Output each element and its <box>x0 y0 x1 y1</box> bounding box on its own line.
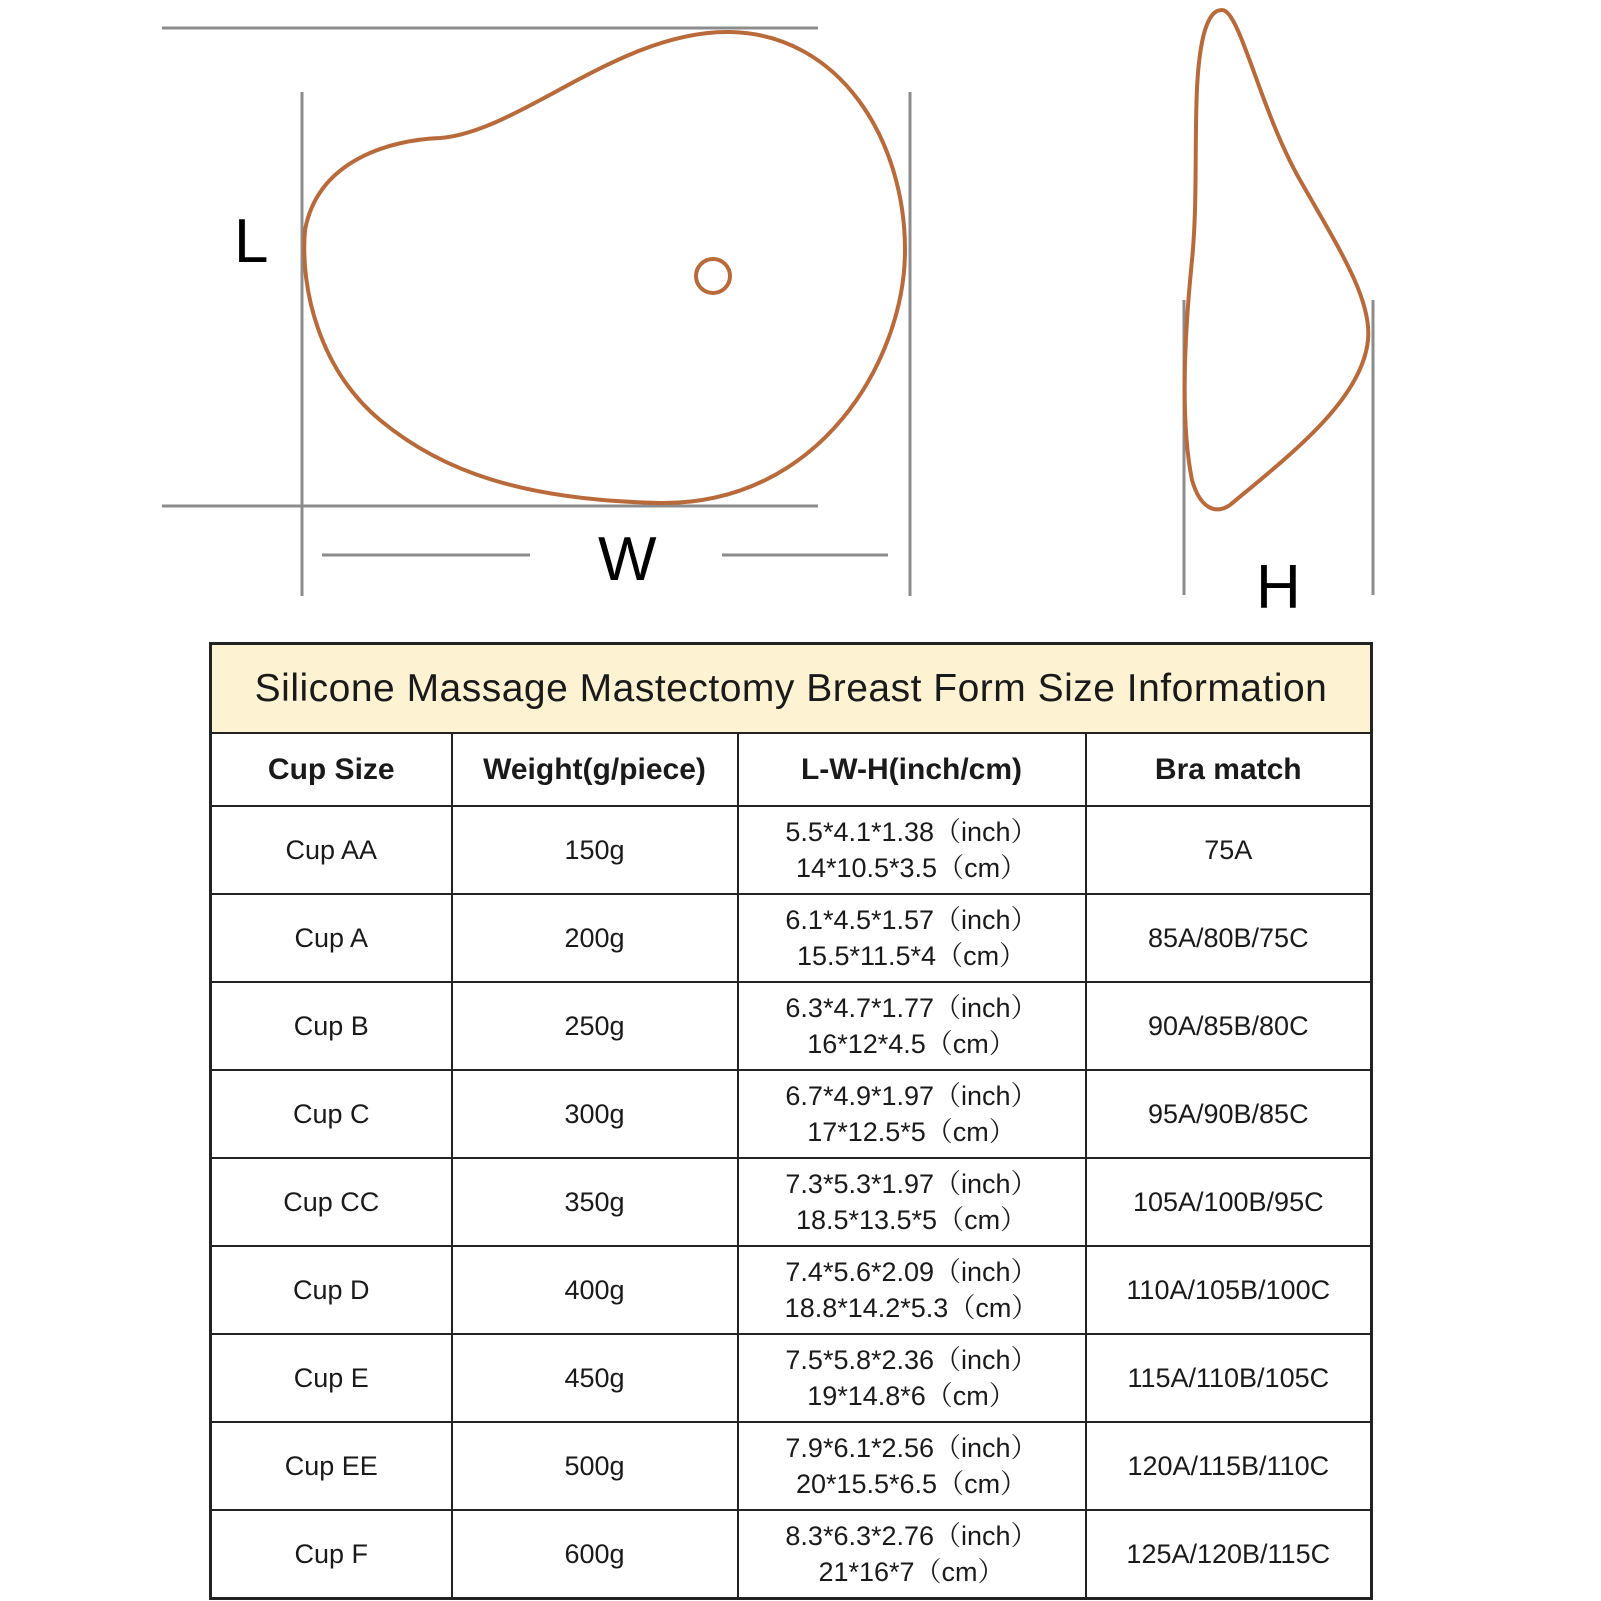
dimensions-cell <box>738 1070 1086 1158</box>
bra-match-cell: 85A/80B/75C <box>1086 894 1372 982</box>
dimensions-cell <box>738 982 1086 1070</box>
table-row <box>211 1334 1372 1422</box>
bra-match-cell: 90A/85B/80C <box>1086 982 1372 1070</box>
cup-size-cell: Cup B <box>211 982 452 1070</box>
dimensions-cell <box>738 1246 1086 1334</box>
front-view-outline <box>304 32 905 503</box>
breast-form-dimension-diagram <box>0 0 1601 625</box>
cup-size-cell: Cup AA <box>211 806 452 894</box>
dimensions-inch: 6.7*4.9*1.97（inch） <box>785 1081 1038 1111</box>
dimensions-cell <box>738 1334 1086 1422</box>
dimensions-inch: 7.5*5.8*2.36（inch） <box>785 1345 1038 1375</box>
dimensions-inch: 5.5*4.1*1.38（inch） <box>785 817 1038 847</box>
weight-cell: 150g <box>452 806 738 894</box>
dimensions-inch: 7.4*5.6*2.09（inch） <box>785 1257 1038 1287</box>
width-label: W <box>598 525 657 594</box>
length-label: L <box>234 207 269 276</box>
table-row <box>211 1158 1372 1246</box>
bra-match-cell: 105A/100B/95C <box>1086 1158 1372 1246</box>
dimensions-cm: 17*12.5*5（cm） <box>807 1117 1016 1147</box>
dimensions-cm: 18.8*14.2*5.3（cm） <box>784 1293 1039 1323</box>
dimensions-cell <box>738 1510 1086 1599</box>
dimensions-cm: 14*10.5*3.5（cm） <box>795 853 1028 883</box>
bra-match-cell: 75A <box>1086 806 1372 894</box>
header-bra-match: Bra match <box>1086 733 1372 806</box>
weight-cell: 500g <box>452 1422 738 1510</box>
dimensions-cm: 15.5*11.5*4（cm） <box>796 941 1027 971</box>
header-cup-size: Cup Size <box>211 733 452 806</box>
cup-size-cell: Cup D <box>211 1246 452 1334</box>
table-row <box>211 1422 1372 1510</box>
dimensions-inch: 7.3*5.3*1.97（inch） <box>785 1169 1038 1199</box>
dimensions-inch: 8.3*6.3*2.76（inch） <box>785 1521 1038 1551</box>
header-dimensions: L-W-H(inch/cm) <box>738 733 1086 806</box>
side-view-guides <box>1184 300 1373 595</box>
table-row <box>211 982 1372 1070</box>
table-body <box>211 806 1372 1599</box>
dimensions-cm: 21*16*7（cm） <box>818 1557 1005 1587</box>
table-header-row <box>211 733 1372 806</box>
table-row <box>211 806 1372 894</box>
cup-size-cell: Cup F <box>211 1510 452 1599</box>
dimensions-cell <box>738 894 1086 982</box>
weight-cell: 350g <box>452 1158 738 1246</box>
table-row <box>211 1246 1372 1334</box>
dimensions-inch: 7.9*6.1*2.56（inch） <box>785 1433 1038 1463</box>
table-title-row <box>211 644 1372 734</box>
header-weight: Weight(g/piece) <box>452 733 738 806</box>
weight-cell: 450g <box>452 1334 738 1422</box>
size-information-table <box>209 642 1373 1600</box>
side-view-outline <box>1185 10 1369 509</box>
table-row <box>211 1510 1372 1599</box>
dimensions-cm: 19*14.8*6（cm） <box>807 1381 1016 1411</box>
bra-match-cell: 110A/105B/100C <box>1086 1246 1372 1334</box>
nipple-marker <box>696 259 730 293</box>
dimensions-cell <box>738 1158 1086 1246</box>
dimensions-cell <box>738 806 1086 894</box>
table-title: Silicone Massage Mastectomy Breast Form Size Information <box>211 644 1372 734</box>
dimensions-cm: 20*15.5*6.5（cm） <box>795 1469 1028 1499</box>
weight-cell: 600g <box>452 1510 738 1599</box>
table-row <box>211 894 1372 982</box>
bra-match-cell: 115A/110B/105C <box>1086 1334 1372 1422</box>
bra-match-cell: 120A/115B/110C <box>1086 1422 1372 1510</box>
dimensions-inch: 6.3*4.7*1.77（inch） <box>785 993 1038 1023</box>
dimensions-inch: 6.1*4.5*1.57（inch） <box>785 905 1038 935</box>
weight-cell: 300g <box>452 1070 738 1158</box>
dimensions-cm: 16*12*4.5（cm） <box>807 1029 1016 1059</box>
table-row <box>211 1070 1372 1158</box>
cup-size-cell: Cup CC <box>211 1158 452 1246</box>
cup-size-cell: Cup EE <box>211 1422 452 1510</box>
weight-cell: 200g <box>452 894 738 982</box>
cup-size-cell: Cup C <box>211 1070 452 1158</box>
dimensions-cm: 18.5*13.5*5（cm） <box>795 1205 1028 1235</box>
weight-cell: 400g <box>452 1246 738 1334</box>
weight-cell: 250g <box>452 982 738 1070</box>
cup-size-cell: Cup A <box>211 894 452 982</box>
bra-match-cell: 95A/90B/85C <box>1086 1070 1372 1158</box>
height-label: H <box>1256 553 1301 622</box>
dimensions-cell <box>738 1422 1086 1510</box>
cup-size-cell: Cup E <box>211 1334 452 1422</box>
front-view-guides <box>162 28 910 596</box>
bra-match-cell: 125A/120B/115C <box>1086 1510 1372 1599</box>
